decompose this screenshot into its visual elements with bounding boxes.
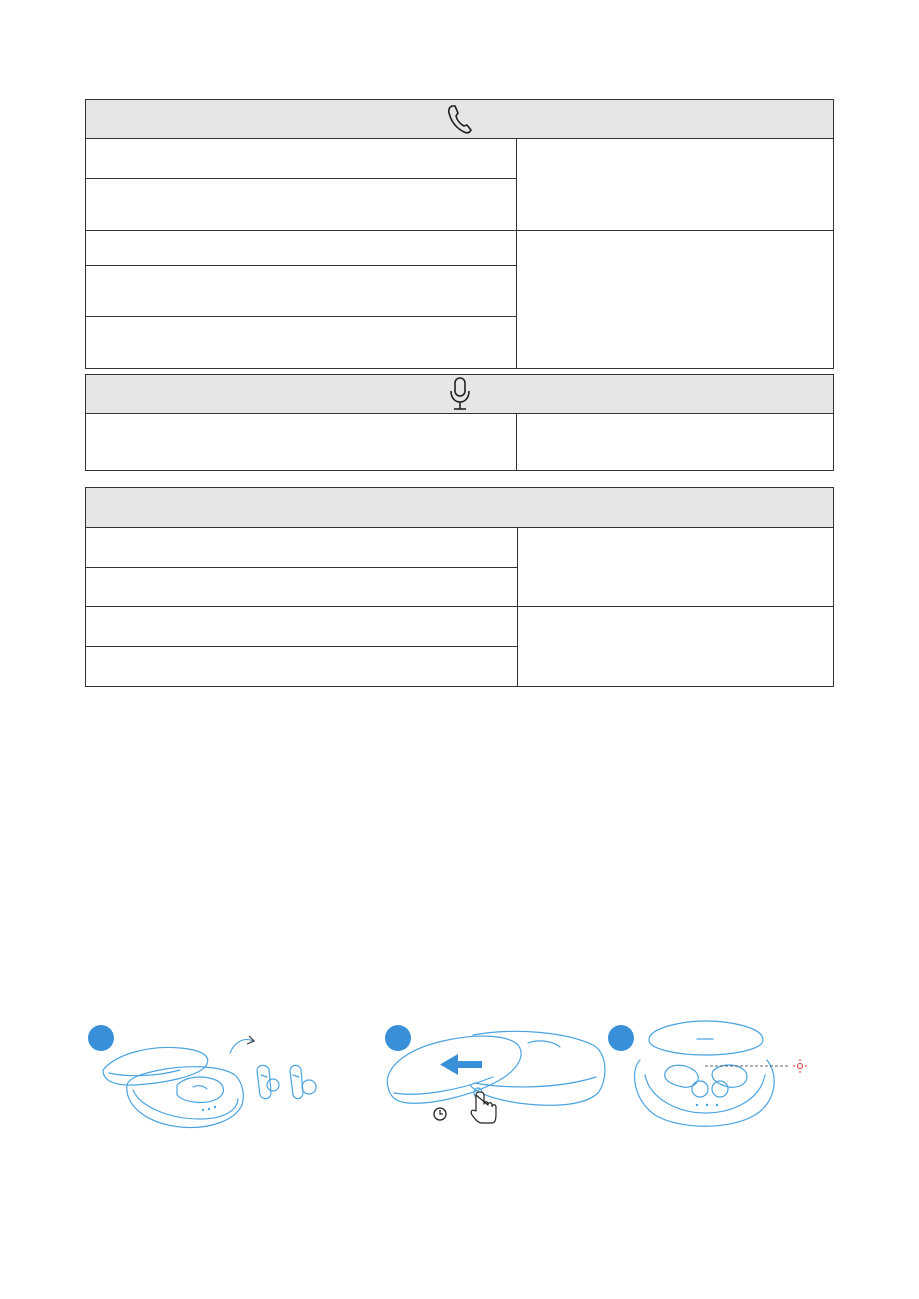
third-table [85,487,834,687]
arrow-left-icon [440,1054,482,1075]
voice-table-header [85,374,834,414]
microphone-icon [449,376,471,412]
voice-row-1-action [85,413,517,471]
third-operation-2 [517,606,834,687]
calls-row-1-action [85,138,517,179]
step-2-badge [385,1025,411,1051]
calls-table-header [85,99,834,139]
calls-row-3-action [85,230,517,266]
voice-table [85,374,834,471]
timer-icon [434,1108,446,1120]
calls-operation-2 [516,230,834,369]
third-table-header [85,487,834,528]
voice-operation-1 [516,413,834,471]
calls-table [85,99,834,369]
step-1-illustration [85,1015,335,1135]
step-3-illustration [605,1015,820,1140]
right-earbud-icon [290,1065,316,1098]
calls-row-2-action [85,178,517,231]
third-operation-1 [517,527,834,607]
calls-operation-1 [516,138,834,231]
step-2-illustration [378,1015,613,1130]
calls-row-5-action [85,316,517,369]
led-red-icon [793,1059,807,1073]
left-earbud-icon [257,1065,279,1098]
curved-arrow-icon [230,1040,253,1054]
calls-row-4-action [85,265,517,317]
third-row-4-action [85,646,518,687]
step-3-badge [608,1025,634,1051]
third-row-2-action [85,567,518,607]
step-1-badge [88,1025,114,1051]
third-row-3-action [85,606,518,647]
third-row-1-action [85,527,518,568]
phone-icon [446,103,474,135]
